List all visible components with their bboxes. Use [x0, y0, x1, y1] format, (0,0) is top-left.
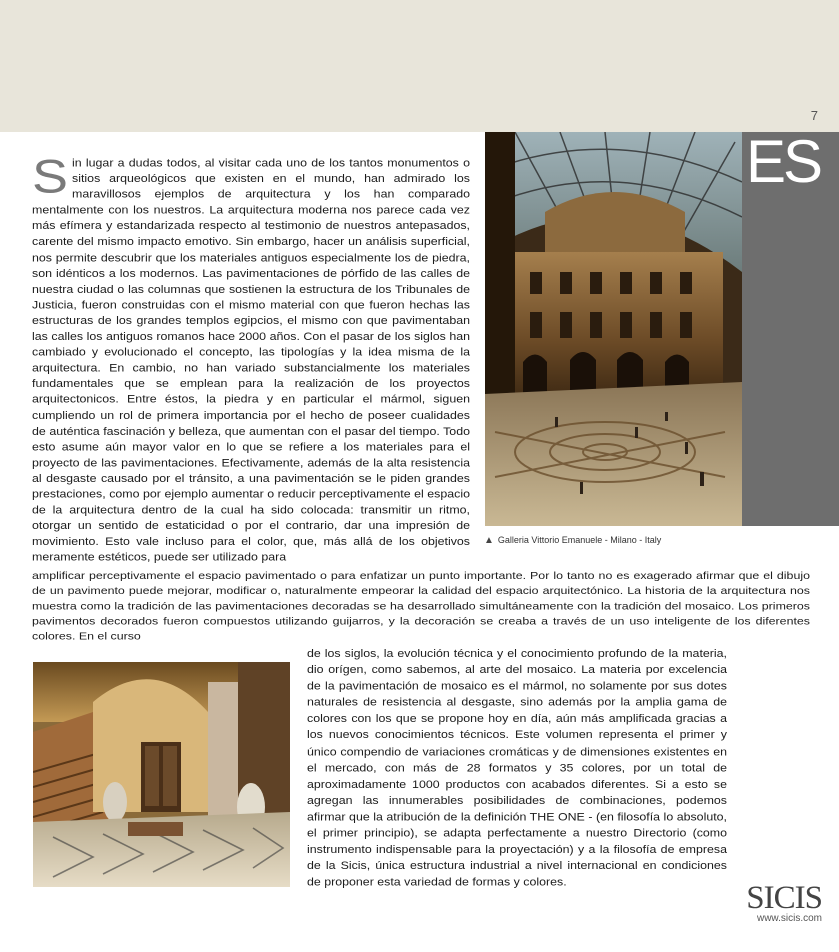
paragraph-1: in lugar a dudas todos, al visitar cada uno de los tantos monumentos o sitios arqueológicos que existen en el mundo, han admirado los maravillosos ejemplos de arquitectura y los han comparado mentalmente con los nuestros. La arquitectura moderna nos parece cada vez más efímera y estandarizada respecto al testimonio de nuestros antepasados, carente del mismo impacto emotivo. Sin embargo, hacer un análisis superficial, nos permite descubrir que los materiales antiguos especialmente los de piedra, son idénticos a los modernos. Las pavimentaciones de pórfido de las calles de nuestra ciudad o las columnas que sostienen la estructura de los Tribunales de Justicia, fueron construidas con el mismo material con que fueron hechas las estructuras de los grandes templos egipcios, el mismo con que pavimentaban las calles los antiguos romanos hace 2000 años. Con el pasar de los siglos han cambiado y evolucionado el concepto, las tipologías y la idea misma de la arquitectura. En cambio, no han variado substancialmente los materiales fundamentales que se emplean para la realización de los proyectos arquitectonicos. Entre éstos, la piedra y en particular el mármol, siguen cumpliendo un rol de primera importancia por el hecho de poseer cualidades de auténtica fascinación y belleza, que aumentan con el pasar del tiempo. Todo esto asume aún mayor valor en lo que se refiere a los materiales para el proyecto de las pavimentaciones. Efectivamente, además de la alta resistencia al desgaste causado por el tránsito, a una pavimentación se le piden grandes prestaciones, como por ejemplo aumentar o reducir perceptivamente el espacio de la arquitectura dentro de la cual ha sido colocada: transmitir un ritmo, otorgar un sentido de estaticidad o por el contrario, dar una impresión de movimiento. Esto vale incluso para el color, que, más allá de los objetivos meramente estéticos, puede ser utilizado para — [32, 156, 470, 564]
top-band — [0, 0, 839, 132]
drop-cap: S — [32, 150, 69, 203]
paragraph-3: de los siglos, la evolución técnica y el conocimiento profundo de la materia, dio orígen, como sabemos, al arte del mosaico. La materia por excelencia de la pavimentación de mosaico es el mármol, no solamente por sus dotes naturales de resistencia al desgaste, sino además por la amplia gama de colores con los que se propone hoy en día, aún más amplificada gracias a los nuevos conocimientos técnicos. Este volumen representa el primer y único compendio de variaciones cromáticas y de dimensiones existentes en el mercado, con más de 28 formatos y 35 colores, por un total de aproximadamente 1000 productos con acabados diferentes. Si a esto se agregan las innumerables posibilidades de combinaciones, podemos afirmar que la atribución de la definición THE ONE - (en filosofía lo absoluto, el primer principio), se adapta perfectamente a nuestro Directorio (como instrumento indispensable para la proyectación) y a la filosofía de empresa de la Sicis, única estructura industrial a nivel internacional en condiciones de proponer esta variedad de formas y colores. — [307, 646, 727, 889]
photo-caption — [484, 535, 661, 546]
galleria-photo — [485, 132, 742, 526]
body-text-wide — [32, 568, 810, 644]
caption-triangle-icon: ▲ — [484, 535, 494, 546]
sicis-logo — [742, 880, 822, 925]
body-text-column-1 — [32, 150, 470, 565]
caption-text: Galleria Vittorio Emanuele - Milano - Italy — [497, 535, 662, 545]
language-tag: ES — [746, 128, 821, 195]
logo-word: SICIS — [746, 880, 822, 916]
body-text-column-3 — [307, 645, 727, 890]
page-number: 7 — [810, 108, 818, 123]
staircase-photo — [33, 662, 290, 887]
logo-url: www.sicis.com — [756, 913, 822, 924]
paragraph-2: amplificar perceptivamente el espacio pavimentado o para enfatizar un punto importante. Por lo tanto no es exagerado afirmar que el dibujo de un pavimento puede mejorar, modificar o, naturalmente empeorar la calidad del espacio arquitectónico. La historia de la arquitectura nos muestra como la tradición de las pavimentaciones decoradas se ha desarrollado simultáneamente con la tradición del mosaico. Los primeros pavimentos decorados fueron compuestos utilizando guijarros, y la decoración se creaba a través de un uso inteligente de los diferentes colores. En el curso — [32, 569, 810, 643]
